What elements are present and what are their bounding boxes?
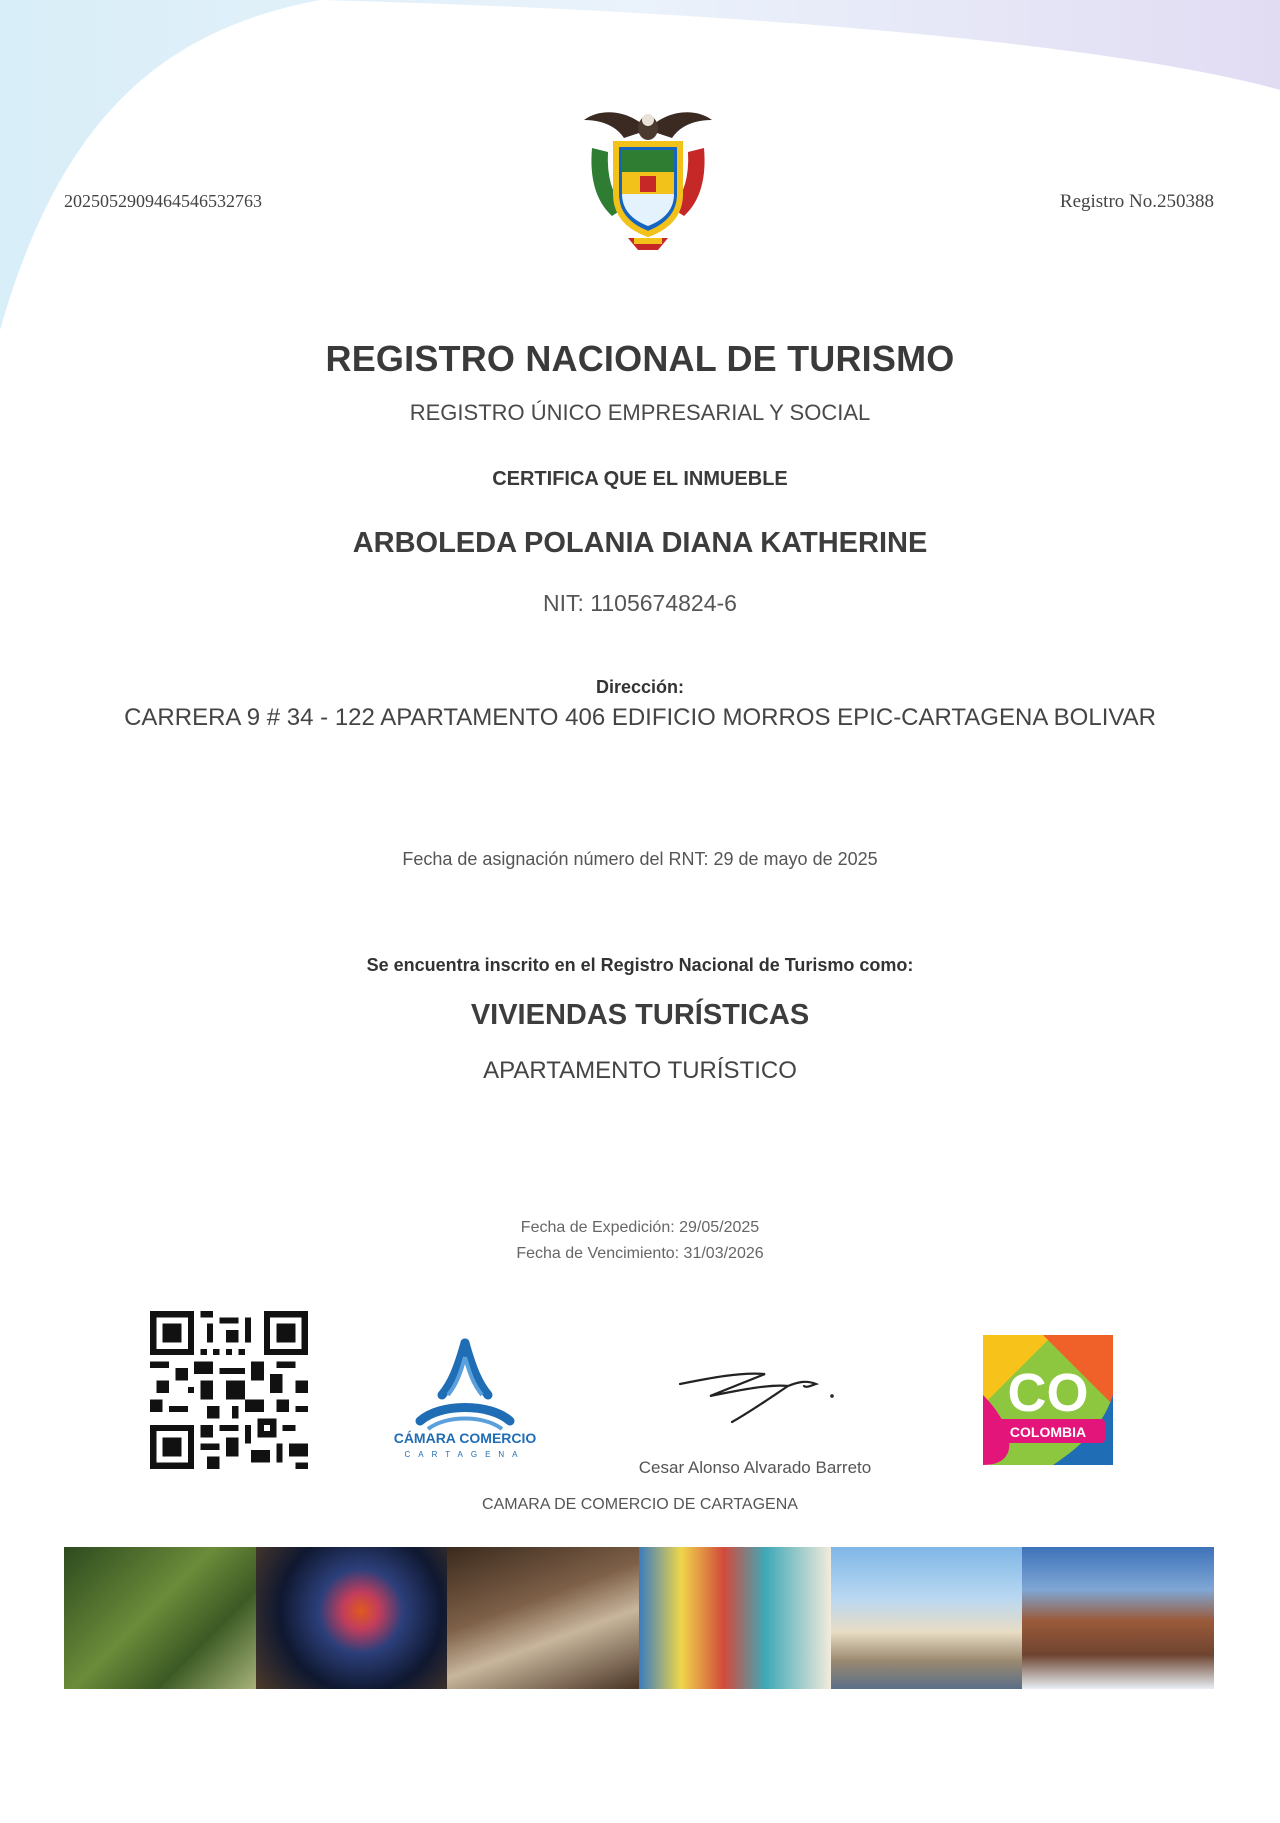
expiry-date: Fecha de Vencimiento: 31/03/2026 <box>516 1245 764 1262</box>
camara-logo-title: CÁMARA COMERCIO <box>393 1430 537 1446</box>
rnt-assignment-date: Fecha de asignación número del RNT: 29 de mayo de 2025 <box>402 849 878 869</box>
issuing-chamber: CAMARA DE COMERCIO DE CARTAGENA <box>482 1496 798 1513</box>
registro-number: Registro No.250388 <box>1059 191 1214 212</box>
photo-cathedral <box>831 1547 1023 1689</box>
qr-code-icon <box>150 1311 308 1469</box>
co-logo-letters: CO <box>1007 1363 1089 1423</box>
document-id: 20250529094645465327​63 <box>64 191 262 211</box>
signature-icon <box>670 1356 850 1436</box>
certificate-subtitle: REGISTRO ÚNICO EMPRESARIAL Y SOCIAL <box>409 400 871 425</box>
certifica-heading: CERTIFICA QUE EL INMUEBLE <box>492 468 788 490</box>
camara-logo-subtitle: CARTAGENA <box>404 1450 526 1459</box>
photo-jungle <box>64 1547 256 1689</box>
photo-condor <box>256 1547 448 1689</box>
colombia-coat-of-arms-icon <box>578 104 718 252</box>
signer-name: Cesar Alonso Alvarado Barreto <box>638 1458 872 1477</box>
category: VIVIENDAS TURÍSTICAS <box>470 999 810 1031</box>
subcategory: APARTAMENTO TURÍSTICO <box>483 1057 797 1084</box>
issue-date: Fecha de Expedición: 29/05/2025 <box>520 1219 760 1236</box>
photo-mountain <box>1022 1547 1214 1689</box>
address-label: Dirección: <box>595 677 685 697</box>
colombia-brand-logo-icon <box>983 1335 1113 1465</box>
nit-number: NIT: 1105674824-6 <box>543 590 737 616</box>
photo-strip <box>64 1547 1214 1689</box>
photo-musician <box>447 1547 639 1689</box>
certificate-title: REGISTRO NACIONAL DE TURISMO <box>325 338 955 379</box>
registration-statement: Se encuentra inscrito en el Registro Nacional de Turismo como: <box>366 955 914 975</box>
owner-name: ARBOLEDA POLANIA DIANA KATHERINE <box>352 527 928 559</box>
photo-colonial-street <box>639 1547 831 1689</box>
address-value: CARRERA 9 # 34 - 122 APARTAMENTO 406 EDIFICIO MORROS EPIC-CARTAGENA BOLIVAR <box>124 704 1156 731</box>
co-logo-word: COLOMBIA <box>1009 1424 1087 1440</box>
